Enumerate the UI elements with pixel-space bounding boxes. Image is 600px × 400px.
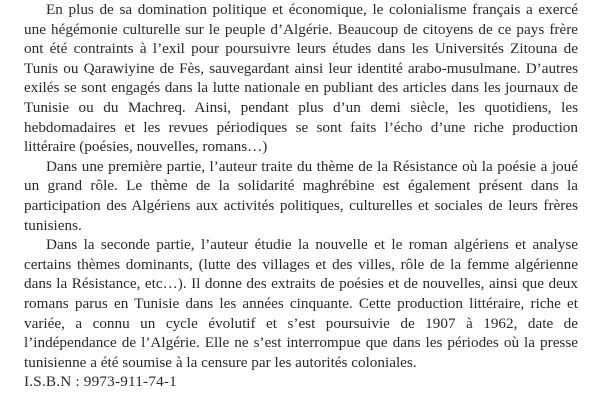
isbn-line: I.S.B.N : 9973-911-74-1 [24, 373, 177, 391]
document-page [24, 0, 578, 392]
paragraph-intro: En plus de sa domination politique et économique, le colonialisme français a exercé une hégémonie culturelle sur le peuple d’Algérie. Beaucoup de citoyens de ce pays frère ont été contraints à l’exil pour poursuivre leurs études dans les Universités Zitouna de Tunis ou Qarawiyine de Fès, sauvegardant ainsi leur identité arabo-musulmane. D’autres exilés se sont engagés dans la lutte nationale en publiant des articles dans les journaux de Tunisie ou du Machreq. Ainsi, pendant plus d’un demi siècle, les quotidiens, les hebdomadaires et les revues périodiques se sont faits l’écho d’une riche production littéraire (poésies, nouvelles, romans…) [24, 1, 578, 156]
paragraph-part-two: Dans la seconde partie, l’auteur étudie la nouvelle et le roman algériens et analyse certains thèmes dominants, (lutte des villages et des villes, rôle de la femme algérienne dans la Résistance, etc…). Il donne des extraits de poésies et de nouvelles, ainsi que deux romans parus en Tunisie dans les années cinquante. Cette production littéraire, riche et variée, a connu un cycle évolutif et s’est poursuivie de 1907 à 1962, date de l’indépendance de l’Algérie. Elle ne s’est interrompue que dans les périodes où la presse tunisienne a été soumise à la censure par les autorités coloniales. [24, 236, 578, 371]
paragraph-part-one: Dans une première partie, l’auteur traite du thème de la Résistance où la poésie a joué un grand rôle. Le thème de la solidarité maghrébine est également présent dans la participation des Algériens aux activités politiques, culturelles et sociales de leurs frères tunisiens. [24, 157, 578, 234]
